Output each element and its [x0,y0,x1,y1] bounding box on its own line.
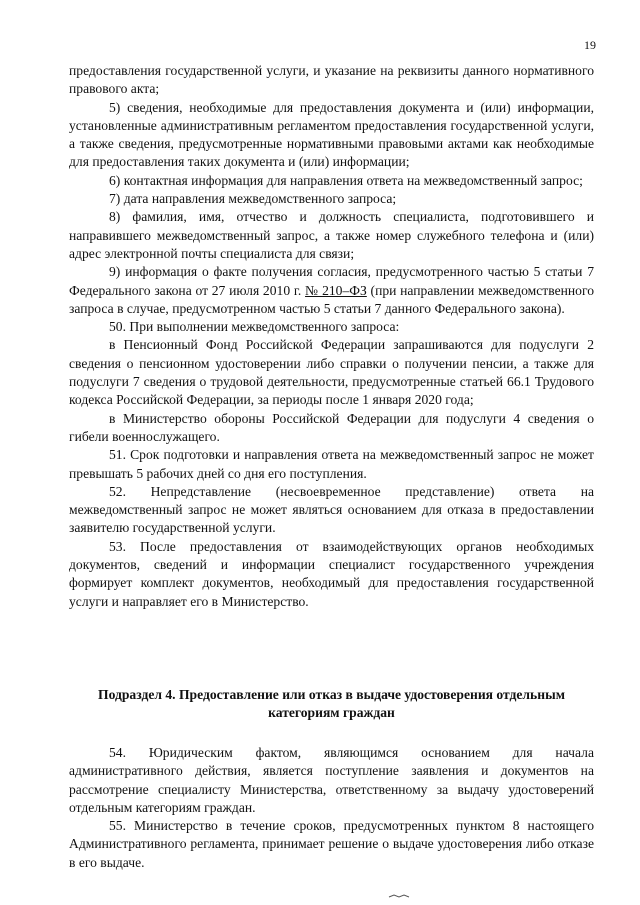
paragraph-50-defense-ministry: в Министерство обороны Российской Федерации для подуслуги 4 сведения о гибели военнослужащего. [69,410,594,444]
section-heading: Подраздел 4. Предоставление или отказ в выдаче удостоверения отдельным категориям граждан [98,687,565,721]
paragraph-item-9-text-a: 9) информация о факте получения согласия, предусмотренного частью 5 статьи 7 Федерального закона от 27 июля 2010 г. [69,264,594,298]
paragraph-53: 53. После предоставления от взаимодействующих органов необходимых документов, сведений и информации специалист государственного учреждения формирует комплект документов, необходимый для предоставления государственной услуги и направляет его в Министерство. [69,538,594,609]
paragraph-item-7: 7) дата направления межведомственного запроса; [109,191,397,207]
document-body-section-4 [69,744,594,872]
document-body [69,62,594,611]
paragraph-item-8: 8) фамилия, имя, отчество и должность специалиста, подготовившего и направившего межведомственный запрос, а также номер служебного телефона и (или) адрес электронной почты специалиста для связи; [69,209,594,261]
paragraph-50-pension-fund: в Пенсионный Фонд Российской Федерации запрашиваются для подуслуги 2 сведения о пенсионном удостоверении либо справки о получении пенсии, а также для подуслуги 7 сведения о трудовой деятельности, предусмотренные статьей 66.1 Трудового кодекса Российской Федерации, за периоды после 1 января 2020 года; [69,337,594,408]
paragraph-50: 50. При выполнении межведомственного запроса: [109,319,400,335]
paragraph-54: 54. Юридическим фактом, являющимся основанием для начала административного действия, является поступление заявления и документов на рассмотрение специалисту Министерства, ответственному за выдачу удостоверений отдельным категориям граждан. [69,745,594,815]
page-number: 19 [584,38,596,52]
paragraph-continuation: предоставления государственной услуги, и указание на реквизиты данного нормативного правового акта; [69,63,594,97]
paragraph-item-9 [69,263,594,318]
paragraph-item-9-text-b: (при направлении межведомственного запроса в случае, предусмотренном частью 5 статьи 7 данного Федерального закона). [69,282,594,316]
paragraph-52: 52. Непредставление (несвоевременное представление) ответа на межведомственный запрос не может являться основанием для отказа в предоставлении заявителю государственной услуги. [69,483,594,536]
paragraph-item-5: 5) сведения, необходимые для предоставления документа и (или) информации, установленные административным регламентом предоставления государственной услуги, а также сведения, предусмотренные нормативными правовыми актами как необходимые для предоставления таких документа и (или) информации; [69,99,594,170]
paragraph-51: 51. Срок подготовки и направления ответа на межведомственный запрос не может превышать 5 рабочих дней со дня его поступления. [69,447,594,481]
paragraph-55: 55. Министерство в течение сроков, предусмотренных пунктом 8 настоящего Административного регламента, принимает решение о выдаче удостоверения либо отказе в его выдаче. [69,818,594,870]
paragraph-item-6: 6) контактная информация для направления ответа на межведомственный запрос; [109,172,583,188]
scan-mark-icon [388,893,410,899]
law-reference-link[interactable]: № 210–ФЗ [305,282,367,298]
